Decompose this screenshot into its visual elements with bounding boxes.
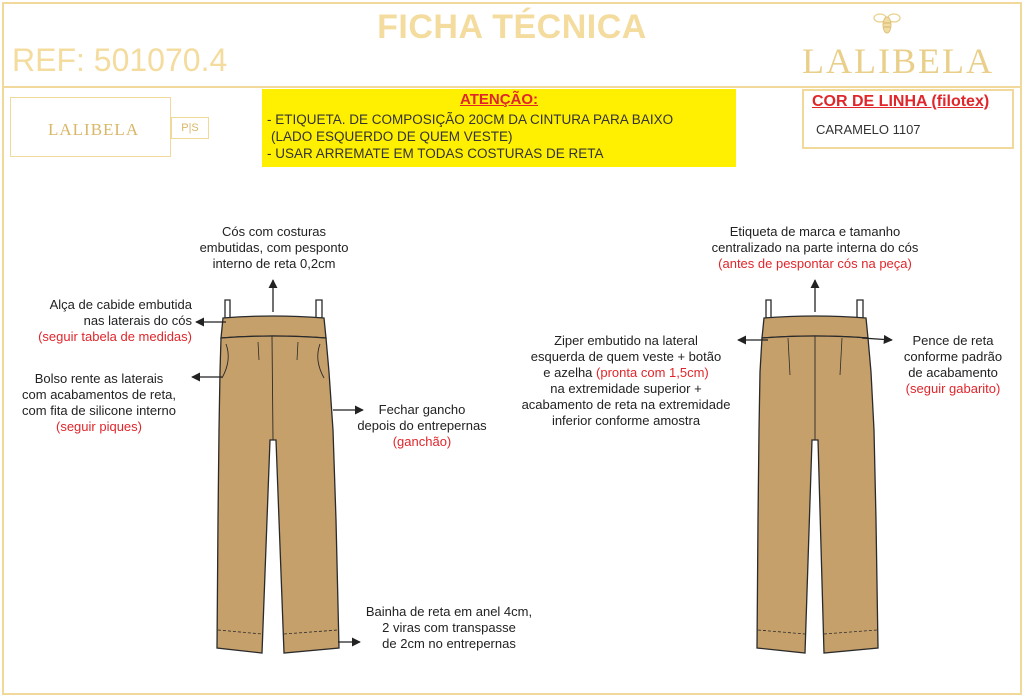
attention-line: - USAR ARREMATE EM TODAS COSTURAS DE RETA — [267, 146, 604, 161]
note-line: Fechar gancho — [378, 402, 466, 417]
label-brand: LALIBELA — [48, 120, 140, 139]
note-line-red: (pronta com 1,5cm) — [596, 365, 709, 380]
note-line: depois do entrepernas — [357, 418, 487, 433]
note-line: na extremidade superior + — [550, 381, 702, 396]
note-line: Alça de cabide embutida — [49, 297, 192, 312]
note-line: centralizado na parte interna do cós — [711, 240, 919, 255]
hanger-loop-note — [10, 297, 192, 345]
note-line: interno de reta 0,2cm — [212, 256, 336, 271]
note-line — [500, 365, 752, 381]
note-line: de 2cm no entrepernas — [382, 636, 516, 651]
note-line: Cós com costuras — [221, 224, 327, 239]
attention-line: - ETIQUETA. DE COMPOSIÇÃO 20CM DA CINTURA PARA BAIXO — [267, 112, 674, 127]
note-line: 2 viras com transpasse — [382, 620, 516, 635]
reference-code: REF: 501070.4 — [12, 42, 228, 78]
note-line: com fita de silicone interno — [22, 403, 176, 418]
attention-title: ATENÇÃO: — [459, 91, 539, 108]
note-fragment: e azelha — [543, 365, 597, 380]
sheet-title: FICHA TÉCNICA — [377, 8, 647, 46]
note-line: esquerda de quem veste + botão — [530, 349, 722, 364]
note-line: Bainha de reta em anel 4cm, — [365, 604, 533, 619]
attention-line: (LADO ESQUERDO DE QUEM VESTE) — [271, 129, 513, 144]
zipper-note — [500, 333, 752, 429]
size-tag: P|S — [171, 117, 209, 139]
brand-logo: LALIBELA — [802, 41, 994, 81]
note-line-red: (seguir tabela de medidas) — [38, 329, 192, 344]
note-line: Bolso rente as laterais — [34, 371, 164, 386]
note-line-red: (seguir piques) — [56, 419, 142, 434]
note-line: embutidas, com pesponto — [199, 240, 349, 255]
front-trousers — [217, 300, 339, 653]
hook-note — [344, 402, 500, 450]
note-line: Etiqueta de marca e tamanho — [729, 224, 901, 239]
dart-note — [888, 333, 1018, 397]
note-line: inferior conforme amostra — [551, 413, 701, 428]
back-trousers — [757, 300, 878, 653]
note-line: acabamento de reta na extremidade — [521, 397, 731, 412]
label-tag-note — [690, 224, 940, 272]
note-line: conforme padrão — [903, 349, 1003, 364]
thread-color-title: COR DE LINHA (filotex) — [812, 93, 990, 110]
note-line-red: (seguir gabarito) — [905, 381, 1001, 396]
note-line-red: (antes de pespontar cós na peça) — [718, 256, 912, 271]
waistband-note — [184, 224, 364, 272]
note-line: Ziper embutido na lateral — [554, 333, 698, 348]
pocket-note — [14, 371, 184, 435]
thread-color-value: CARAMELO 1107 — [816, 122, 921, 137]
note-line-red: (ganchão) — [392, 434, 452, 449]
hem-note — [346, 604, 552, 652]
note-line: nas laterais do cós — [83, 313, 192, 328]
note-line: com acabamentos de reta, — [22, 387, 176, 402]
note-line: de acabamento — [908, 365, 998, 380]
note-line: Pence de reta — [912, 333, 994, 348]
